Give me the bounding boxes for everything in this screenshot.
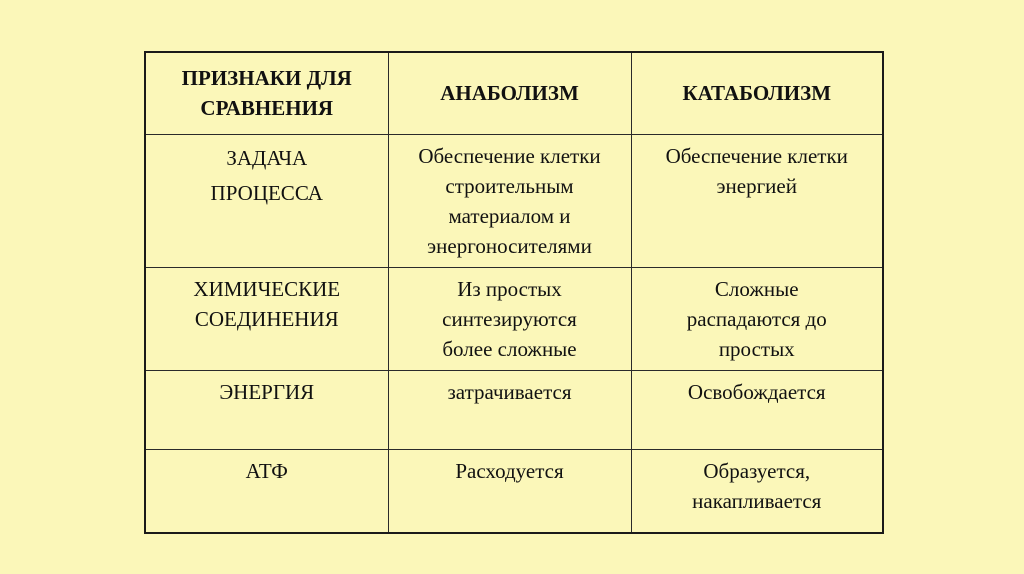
cell-line: АТФ: [245, 458, 288, 483]
cell-line: накапливается: [692, 488, 822, 513]
cell-line: Сложные: [714, 276, 799, 301]
cell-line: ЭНЕРГИЯ: [219, 379, 315, 404]
cell-line: энергоносителями: [427, 233, 592, 258]
feature-cell: [145, 267, 388, 370]
cell-line: Образуется,: [703, 458, 811, 483]
cell-line: материалом и: [448, 203, 571, 228]
header-features-line: ПРИЗНАКИ ДЛЯ: [181, 66, 352, 91]
cell-line: Из простых: [457, 276, 562, 301]
header-catabolism-label: КАТАБОЛИЗМ: [682, 81, 832, 106]
catabolism-cell: [631, 449, 883, 533]
header-row: [145, 52, 883, 134]
cell-line: простых: [718, 336, 795, 361]
header-anabolism: [388, 52, 631, 134]
feature-cell: [145, 449, 388, 533]
table-row: [145, 134, 883, 267]
cell-line: ЗАДАЧА: [226, 145, 308, 170]
cell-line: Обеспечение клетки: [418, 143, 601, 168]
cell-line: более сложные: [442, 336, 577, 361]
header-features: [145, 52, 388, 134]
anabolism-cell: [388, 134, 631, 267]
anabolism-cell: [388, 449, 631, 533]
cell-line: Обеспечение клетки: [665, 143, 848, 168]
catabolism-cell: [631, 134, 883, 267]
cell-line: ХИМИЧЕСКИЕ: [193, 276, 341, 301]
header-catabolism: [631, 52, 883, 134]
comparison-table: [144, 51, 884, 534]
header-features-line: СРАВНЕНИЯ: [200, 96, 334, 121]
cell-line: энергией: [716, 173, 797, 198]
cell-line: строительным: [445, 173, 574, 198]
table-row: [145, 370, 883, 449]
anabolism-cell: [388, 370, 631, 449]
catabolism-cell: [631, 267, 883, 370]
feature-cell: [145, 134, 388, 267]
anabolism-cell: [388, 267, 631, 370]
cell-line: Освобождается: [687, 379, 826, 404]
header-anabolism-label: АНАБОЛИЗМ: [440, 81, 579, 106]
cell-line: распадаются до: [686, 306, 827, 331]
cell-line: затрачивается: [447, 379, 572, 404]
cell-line: ПРОЦЕССА: [210, 180, 323, 205]
cell-line: Расходуется: [455, 458, 564, 483]
cell-line: синтезируются: [442, 306, 577, 331]
cell-line: СОЕДИНЕНИЯ: [194, 306, 339, 331]
table-row: [145, 267, 883, 370]
table-row: [145, 449, 883, 533]
catabolism-cell: [631, 370, 883, 449]
feature-cell: [145, 370, 388, 449]
